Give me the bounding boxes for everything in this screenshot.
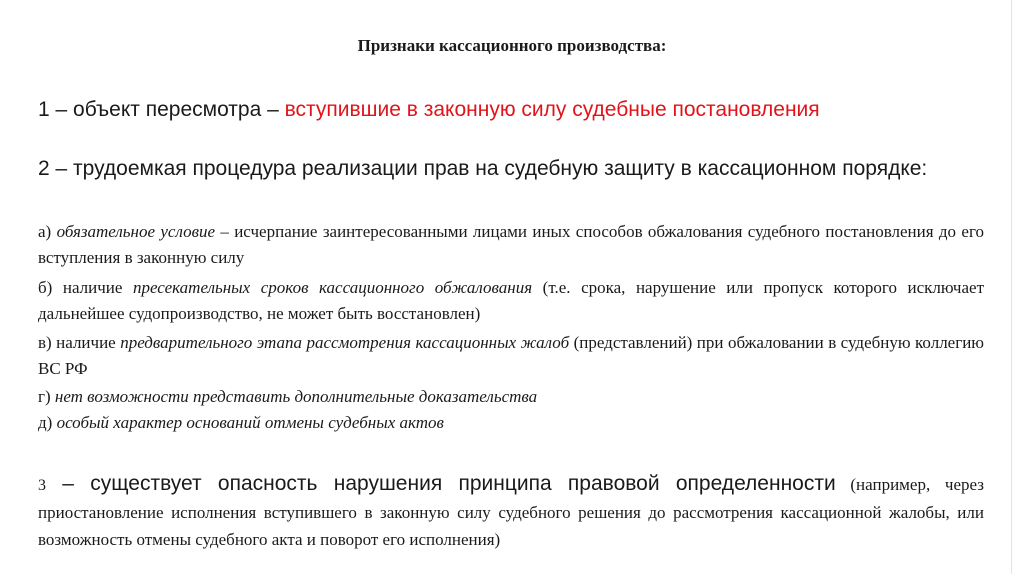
sub-item-a xyxy=(38,219,984,271)
point-3 xyxy=(38,470,984,553)
sub-item-a-text: – исчерпание заинтересованными лицами иных способов обжалования судебного постановления до его вступления в законную силу xyxy=(38,222,984,267)
sub-item-c-prefix: в) наличие xyxy=(38,333,121,352)
point-3-number: 3 xyxy=(38,477,46,494)
point-1-highlight: вступившие в законную силу судебные постановления xyxy=(284,98,820,121)
sub-item-e-term: особый характер оснований отмены судебных актов xyxy=(56,413,444,432)
slide-title: Признаки кассационного производства: xyxy=(357,36,667,55)
sub-item-d xyxy=(38,384,984,410)
sub-item-e xyxy=(38,410,984,436)
sub-item-c-text: (представлений) при обжаловании в судебную коллегию ВС РФ xyxy=(38,333,984,378)
sub-item-e-prefix: д) xyxy=(38,413,57,432)
point-3-text: (например, через приостановление исполнения вступившего в законную силу судебного решения до рассмотрения кассационной жалобы, или возможность отмены судебного акта и поворот его исполнения) xyxy=(38,475,984,549)
sub-item-c xyxy=(38,330,984,382)
sub-item-a-prefix: а) xyxy=(38,222,57,241)
sub-item-c-term: предварительного этапа рассмотрения кассационных жалоб xyxy=(120,333,570,352)
sub-item-d-prefix: г) xyxy=(38,387,55,406)
point-1 xyxy=(38,96,988,124)
sub-item-d-term: нет возможности представить дополнительные доказательства xyxy=(54,387,538,406)
point-2: 2 – трудоемкая процедура реализации прав на судебную защиту в кассационном порядке: xyxy=(38,157,928,180)
point-3-lead: – существует опасность нарушения принципа правовой определенности xyxy=(46,472,836,495)
point-1-lead: 1 – объект пересмотра – xyxy=(38,98,285,121)
slide-edge-divider xyxy=(1011,0,1012,574)
sub-item-b-term: пресекательных сроков кассационного обжалования xyxy=(132,278,533,297)
sub-item-b xyxy=(38,275,984,327)
sub-item-b-prefix: б) наличие xyxy=(38,278,133,297)
sub-item-a-term: обязательное условие xyxy=(56,222,216,241)
sub-item-b-text: (т.е. срока, нарушение или пропуск которого исключает дальнейшее судопроизводство, не может быть восстановлен) xyxy=(38,278,984,323)
